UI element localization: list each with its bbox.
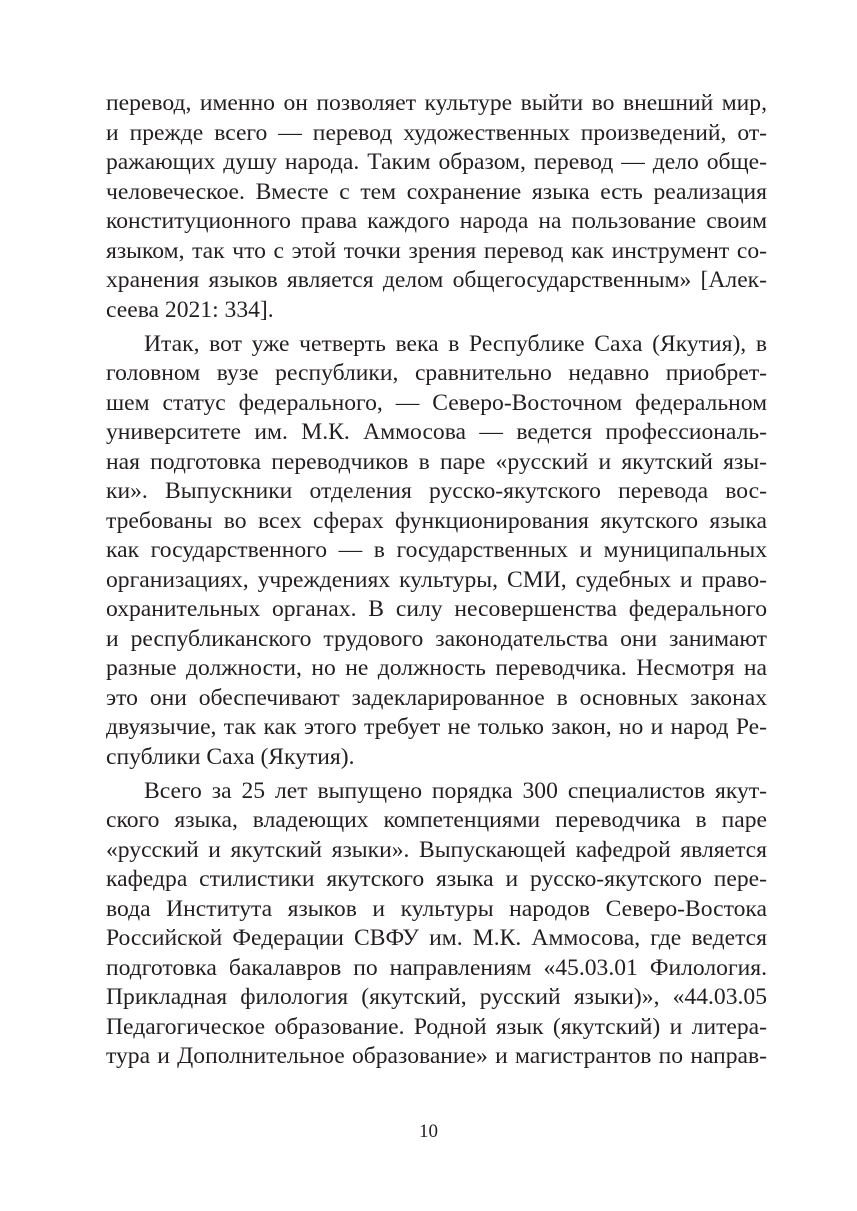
text-line: головном вузе республики, сравнительно недавно приобрет- — [106, 360, 767, 386]
text-line: требованы во всех сферах функционирования якутского языка — [106, 507, 767, 534]
text-line: ки». Выпускники отделения русско-якутского перевода вос- — [106, 478, 767, 504]
text-line: охранительных органах. В силу несовершенства федерального — [106, 596, 767, 622]
text-line: подготовка бакалавров по направлениям «45.03.01 Филология. — [106, 954, 767, 981]
text-line: Всего за 25 лет выпущено порядка 300 специалистов якут- — [144, 777, 767, 804]
text-line: ная подготовка переводчиков в паре «русский и якутский язы- — [106, 448, 767, 475]
page-number: 10 — [419, 1121, 438, 1142]
text-line: человеческое. Вместе с тем сохранение языка есть реализация — [106, 178, 767, 205]
paragraph-3 — [106, 777, 767, 1072]
text-line: и республиканского трудового законодательства они занимают — [106, 625, 767, 652]
text-line: двуязычие, так как этого требует не только закон, но и народ Ре- — [106, 714, 767, 740]
paragraph-1 — [106, 89, 767, 325]
text-line: Педагогическое образование. Родной язык (якутский) и литера- — [106, 1013, 767, 1040]
paragraph-2 — [106, 330, 767, 773]
text-line: хранения языков является делом общегосударственным» [Алек- — [106, 267, 767, 293]
text-line: организациях, учреждениях культуры, СМИ, судебных и право- — [106, 566, 767, 593]
text-line: университете им. М.К. Аммосова — ведется профессиональ- — [106, 419, 767, 445]
text-line: кафедра стилистики якутского языка и русско-якутского пере- — [106, 866, 767, 892]
body-text — [106, 89, 767, 1072]
text-line: тура и Дополнительное образование» и магистрантов по направ- — [106, 1043, 767, 1069]
text-line: разные должности, но не должность переводчика. Несмотря на — [106, 655, 767, 681]
text-line: как государственного — в государственных и муниципальных — [106, 537, 767, 563]
text-line: языком, так что с этой точки зрения перевод как инструмент со- — [106, 237, 767, 264]
text-line: шем статус федерального, — Северо-Восточном федеральном — [106, 389, 767, 416]
text-line: «русский и якутский языки». Выпускающей кафедрой является — [106, 836, 767, 863]
text-line: сеева 2021: 334]. — [106, 296, 274, 323]
text-line: Прикладная филология (якутский, русский языки)», «44.03.05 — [106, 984, 767, 1010]
text-line: спублики Саха (Якутия). — [106, 743, 355, 770]
text-line: Итак, вот уже четверть века в Республике Саха (Якутия), в — [144, 330, 767, 357]
text-line: ского языка, владеющих компетенциями переводчика в паре — [106, 807, 767, 833]
text-line: вода Института языков и культуры народов Северо-Востока — [106, 895, 767, 922]
text-line: конституционного права каждого народа на пользование своим — [106, 208, 767, 234]
text-line: Российской Федерации СВФУ им. М.К. Аммосова, где ведется — [106, 925, 767, 951]
text-line: это они обеспечивают задекларированное в основных законах — [106, 684, 767, 711]
text-line: ражающих душу народа. Таким образом, перевод — дело обще- — [106, 149, 767, 175]
text-line: и прежде всего — перевод художественных произведений, от- — [106, 119, 767, 146]
text-line: перевод, именно он позволяет культуре выйти во внешний мир, — [106, 90, 767, 116]
